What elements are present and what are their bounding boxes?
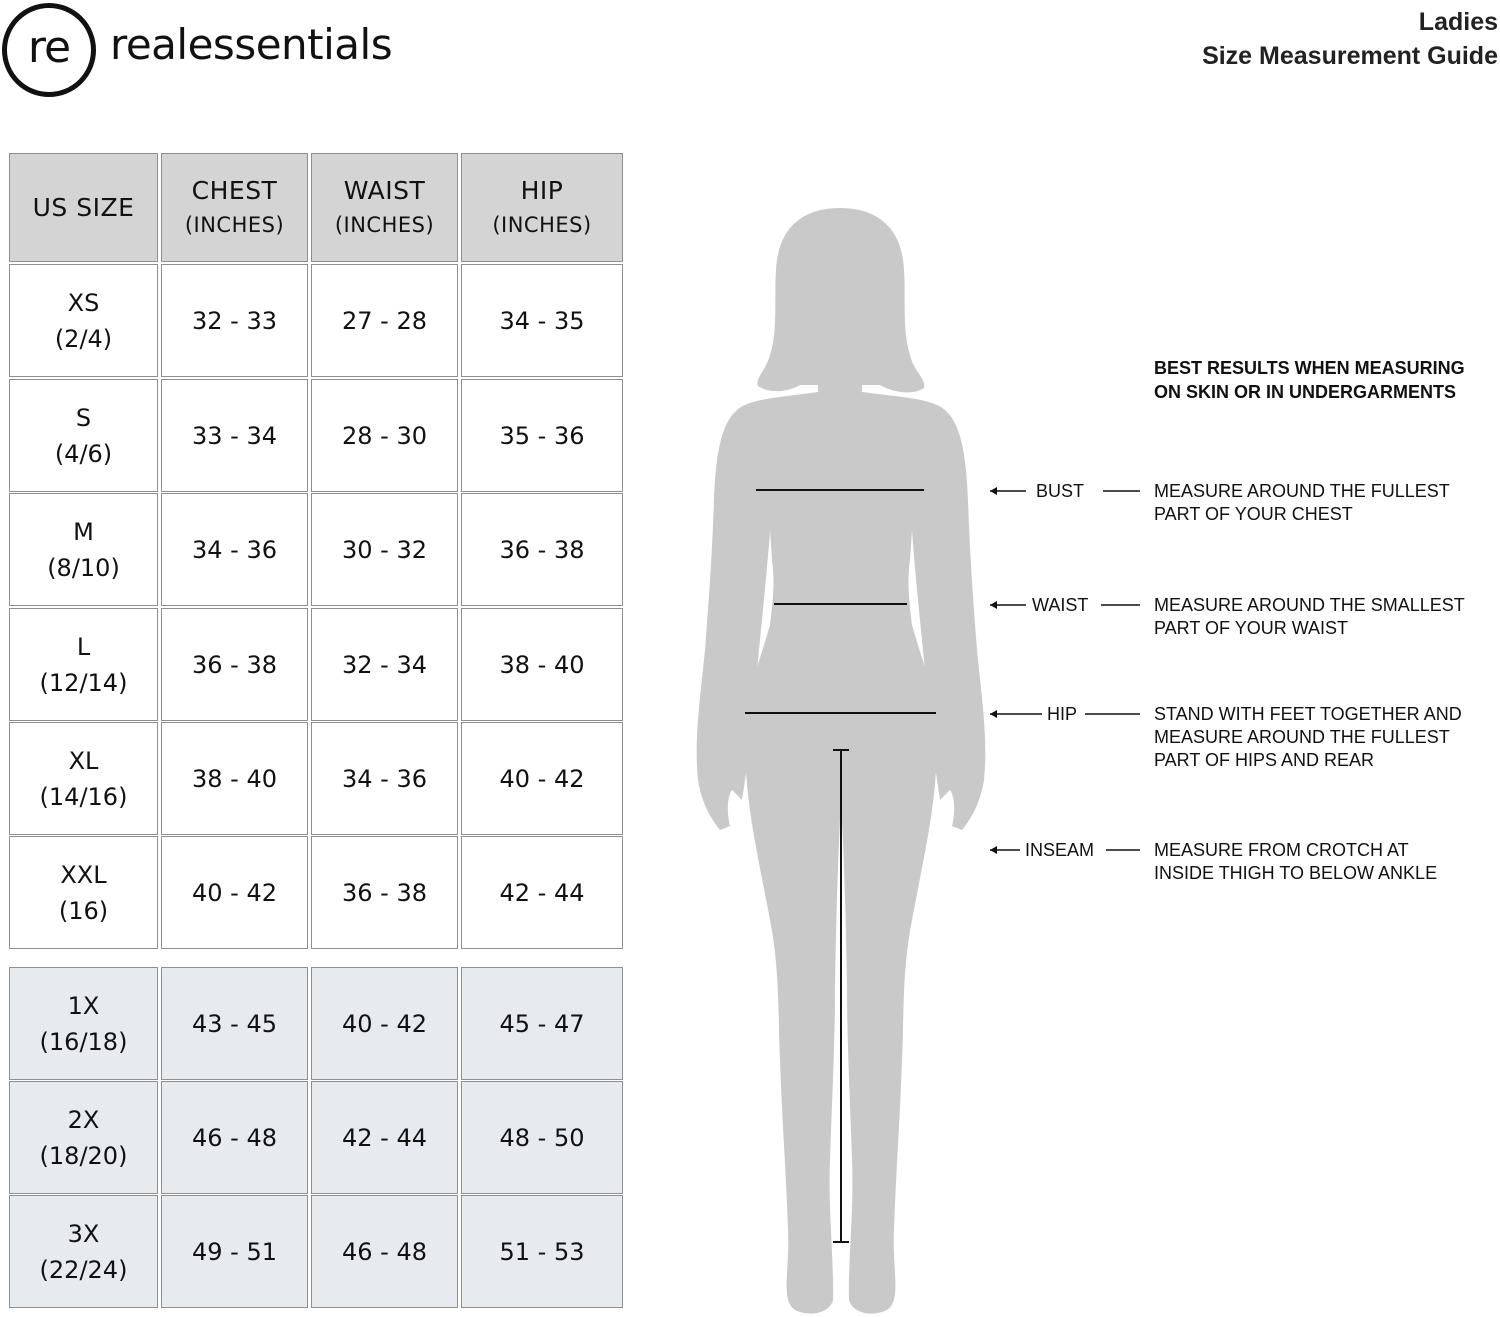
chest-cell: 46 - 48 (161, 1081, 308, 1194)
table-row (9, 264, 623, 377)
waist-cell: 28 - 30 (311, 379, 458, 492)
measure-bust (988, 480, 1500, 530)
measure-hip (988, 703, 1500, 778)
hip-cell: 45 - 47 (461, 967, 623, 1080)
header-unit: (INCHES) (184, 212, 285, 237)
hip-cell: 36 - 38 (461, 493, 623, 606)
hip-cell: 38 - 40 (461, 608, 623, 721)
header-label: CHEST (191, 175, 278, 205)
hip-cell: 48 - 50 (461, 1081, 623, 1194)
measure-description: MEASURE AROUND THE SMALLEST PART OF YOUR WAIST (1154, 595, 1465, 638)
waist-cell: 42 - 44 (311, 1081, 458, 1194)
chest-cell: 40 - 42 (161, 836, 308, 949)
size-cell: XL (14/16) (9, 722, 158, 835)
table-row (9, 379, 623, 492)
best-results-line2: ON SKIN OR IN UNDERGARMENTS (1154, 382, 1457, 402)
chest-cell: 32 - 33 (161, 264, 308, 377)
best-results-line1: BEST RESULTS WHEN MEASURING (1154, 358, 1465, 378)
chest-cell: 36 - 38 (161, 608, 308, 721)
hip-cell: 42 - 44 (461, 836, 623, 949)
measure-label: WAIST (1032, 595, 1089, 615)
chest-cell: 34 - 36 (161, 493, 308, 606)
hip-cell: 51 - 53 (461, 1195, 623, 1308)
body-silhouette (690, 200, 990, 1317)
hip-cell: 34 - 35 (461, 264, 623, 377)
hip-cell: 35 - 36 (461, 379, 623, 492)
header-label: WAIST (343, 175, 426, 205)
size-cell: XS (2/4) (9, 264, 158, 377)
brand-name: realessentials (110, 19, 393, 69)
measure-label: INSEAM (1025, 840, 1095, 860)
size-cell: 3X (22/24) (9, 1195, 158, 1308)
chest-cell: 43 - 45 (161, 967, 308, 1080)
header-hip (461, 153, 623, 262)
chest-cell: 38 - 40 (161, 722, 308, 835)
chest-cell: 49 - 51 (161, 1195, 308, 1308)
best-results-note (1154, 356, 1465, 404)
header-unit: (INCHES) (334, 212, 435, 237)
size-cell: M (8/10) (9, 493, 158, 606)
measure-label: BUST (1036, 481, 1085, 501)
logo-mark-text: re (27, 21, 71, 73)
table-row (9, 967, 623, 1080)
waist-cell: 30 - 32 (311, 493, 458, 606)
waist-cell: 27 - 28 (311, 264, 458, 377)
table-row (9, 1195, 623, 1308)
logo-mark (2, 3, 96, 97)
waist-cell: 36 - 38 (311, 836, 458, 949)
table-row (9, 608, 623, 721)
measure-inseam (988, 839, 1500, 889)
measure-description: STAND WITH FEET TOGETHER AND MEASURE AROUND THE FULLEST PART OF HIPS AND REAR (1154, 704, 1462, 770)
header-unit: (INCHES) (492, 212, 592, 237)
size-cell: S (4/6) (9, 379, 158, 492)
header-waist (311, 153, 458, 262)
guide-title-line1: Ladies (1418, 8, 1498, 36)
waist-cell: 46 - 48 (311, 1195, 458, 1308)
size-cell: 2X (18/20) (9, 1081, 158, 1194)
table-header-row (9, 153, 623, 262)
header-label: US SIZE (32, 192, 135, 222)
measure-waist (988, 594, 1500, 644)
waist-cell: 40 - 42 (311, 967, 458, 1080)
waist-cell: 32 - 34 (311, 608, 458, 721)
size-cell: 1X (16/18) (9, 967, 158, 1080)
measure-description: MEASURE FROM CROTCH AT INSIDE THIGH TO BELOW ANKLE (1154, 840, 1438, 883)
measure-label: HIP (1047, 704, 1078, 724)
table-row (9, 836, 623, 949)
size-cell: XXL (16) (9, 836, 158, 949)
table-row (9, 493, 623, 606)
measure-description: MEASURE AROUND THE FULLEST PART OF YOUR CHEST (1154, 481, 1450, 524)
guide-title (1202, 5, 1498, 73)
table-row (9, 722, 623, 835)
header-us-size (9, 153, 158, 262)
header-label: HIP (520, 175, 564, 205)
header-chest (161, 153, 308, 262)
size-cell: L (12/14) (9, 608, 158, 721)
chest-cell: 33 - 34 (161, 379, 308, 492)
brand-logo (2, 2, 392, 98)
table-row (9, 1081, 623, 1194)
hip-cell: 40 - 42 (461, 722, 623, 835)
waist-cell: 34 - 36 (311, 722, 458, 835)
guide-title-line2: Size Measurement Guide (1202, 42, 1498, 70)
